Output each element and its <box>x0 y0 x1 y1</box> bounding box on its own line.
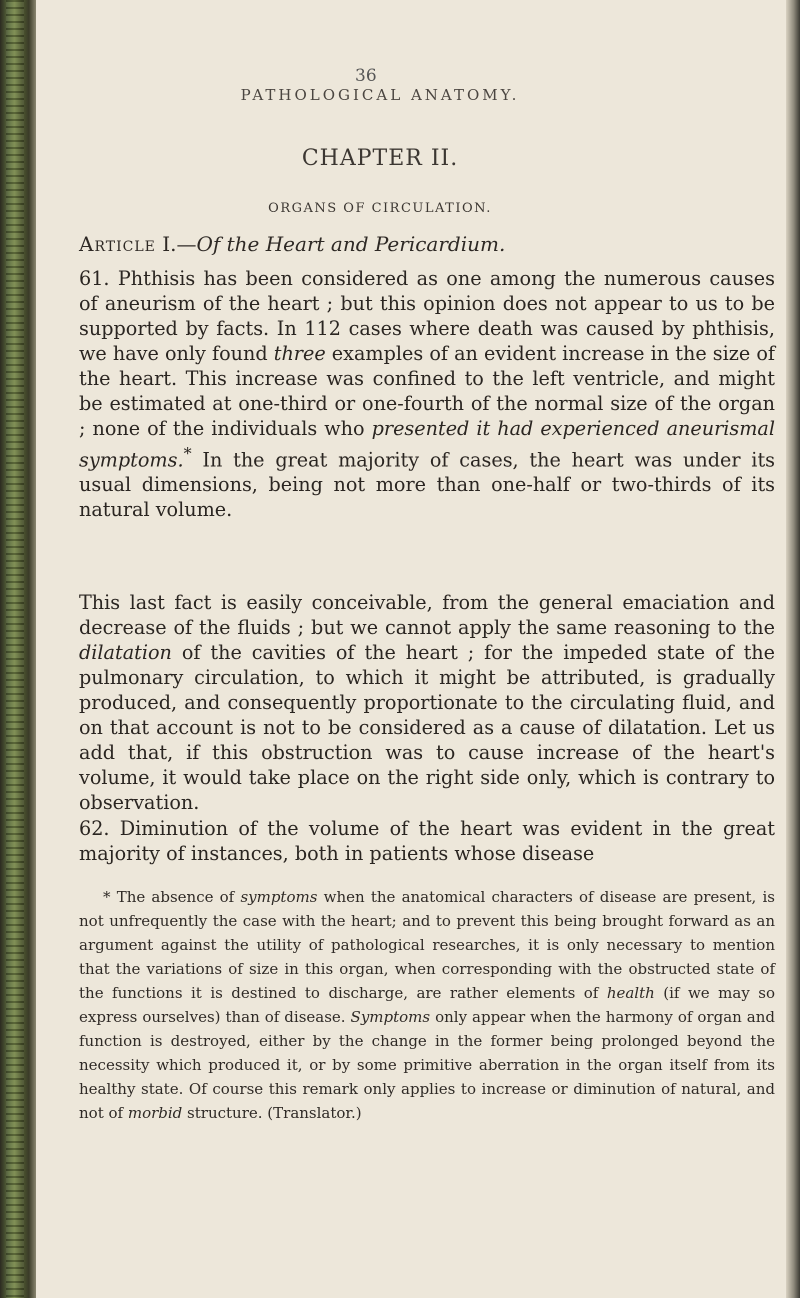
emphasis-dilatation: dilatation <box>79 641 172 664</box>
footnote-emphasis-morbid: morbid <box>127 1104 183 1122</box>
paragraph-number: 62. <box>79 817 110 840</box>
footnote-reference[interactable]: * <box>183 444 192 463</box>
footnote-attribution: (Translator.) <box>267 1104 362 1122</box>
article-label: Article <box>79 232 156 256</box>
section-title: ORGANS OF CIRCULATION. <box>268 201 492 216</box>
footnote-text: The absence of <box>116 888 241 906</box>
article-number: I. <box>162 232 177 256</box>
emphasis-three: three <box>273 342 326 365</box>
paragraph-62 <box>79 816 775 866</box>
page-number: 36 <box>355 66 377 86</box>
emphasis-aneurismal-symptoms: presented it had experienced aneurismal symptoms. <box>79 417 776 472</box>
running-head: PATHOLOGICAL ANATOMY. <box>240 86 520 104</box>
paragraph-61 <box>79 266 775 522</box>
footnote-emphasis-symptoms: symptoms <box>240 888 318 906</box>
scan-binding-edge <box>0 0 36 1298</box>
article-heading <box>79 232 505 256</box>
paragraph-text: Diminution of the volume of the heart was evident in the great majority of instances, both in patients whose disease <box>79 817 775 865</box>
footnote <box>79 885 775 1125</box>
footnote-mark: * <box>103 888 111 906</box>
footnote-text: structure. <box>182 1104 263 1122</box>
paragraph-last-fact <box>79 590 775 815</box>
footnote-emphasis-health: health <box>606 984 655 1002</box>
footnote-text: only appear when the harmony of organ and function is destroyed, either by the change in the former being prolonged beyond the necessity which produced it, or by some primitive aberration in the organ itself from its healthy state. Of course this remark only applies to increase or diminution of natural, and not of <box>79 1008 775 1122</box>
chapter-title: CHAPTER II. <box>301 146 459 171</box>
footnote-text: (if we may so express ourselves) than of disease. <box>79 984 775 1026</box>
paragraph-text: This last fact is easily conceivable, from the general emaciation and decrease of the fluids ; but we cannot apply the same reasoning to the <box>79 591 775 639</box>
scan-page-edge <box>786 0 800 1298</box>
paragraph-number: 61. <box>79 267 110 290</box>
article-dash: — <box>176 232 197 256</box>
footnote-emphasis-symptoms-2: Symptoms <box>350 1008 431 1026</box>
article-title: Of the Heart and Pericardium. <box>196 232 506 256</box>
paragraph-text: Phthisis has been considered as one among the numerous causes of aneurism of the heart ; but this opinion does not appear to us to be supported by facts. In 112 cases where death was caused by phthisis, we have only found <box>79 267 775 365</box>
paragraph-text: In the great majority of cases, the heart was under its usual dimensions, being not more than one-half or two-thirds of its natural volume. <box>79 448 775 522</box>
paragraph-text: examples of an evident increase in the size of the heart. This increase was confined to the left ventricle, and might be estimated at one-third or one-fourth of the normal size of the organ ; none of the individuals who <box>79 342 775 440</box>
paragraph-text: of the cavities of the heart ; for the impeded state of the pulmonary circulation, to which it might be attributed, is gradually produced, and consequently proportionate to the circulating fluid, and on that account is not to be considered as a cause of dilatation. Let us add that, if this obstruction was to cause increase of the heart's volume, it would take place on the right side only, which is contrary to observation. <box>79 641 775 814</box>
footnote-text: when the anatomical characters of disease are present, is not unfrequently the case with the heart; and to prevent this being brought forward as an argument against the utility of pathological researches, it is only necessary to mention that the variations of size in this organ, when corresponding with the obstructed state of the functions it is destined to discharge, are rather elements of <box>79 888 775 1002</box>
